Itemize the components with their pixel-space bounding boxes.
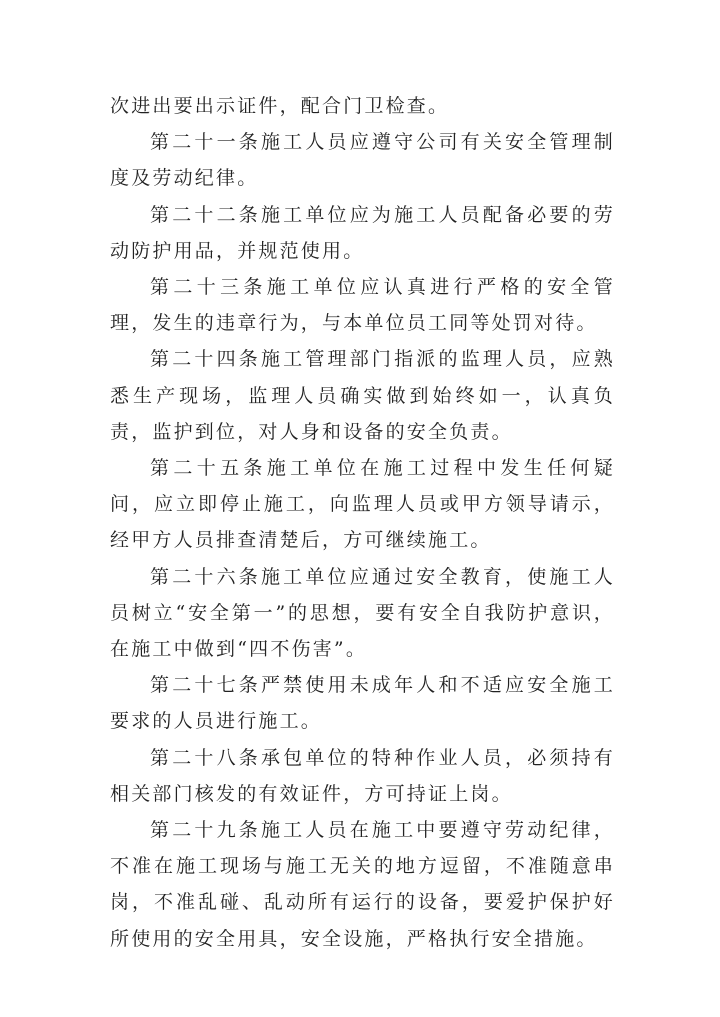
paragraph-article-28: 第二十八条承包单位的特种作业人员，必须持有相关部门核发的有效证件，方可持证上岗。 [110, 746, 615, 805]
paragraph-article-25: 第二十五条施工单位在施工过程中发生任何疑问，应立即停止施工，向监理人员或甲方领导请示，经甲方人员排查清楚后，方可继续施工。 [110, 457, 615, 552]
document-body [110, 88, 615, 957]
paragraph-article-24: 第二十四条施工管理部门指派的监理人员，应熟悉生产现场，监理人员确实做到始终如一，认真负责，监护到位，对人身和设备的安全负责。 [110, 348, 615, 443]
paragraph-article-27: 第二十七条严禁使用未成年人和不适应安全施工要求的人员进行施工。 [110, 674, 615, 733]
paragraph-article-29: 第二十九条施工人员在施工中要遵守劳动纪律，不准在施工现场与施工无关的地方逗留，不准随意串岗，不准乱碰、乱动所有运行的设备，要爱护保护好所使用的安全用具，安全设施，严格执行安全措施。 [110, 819, 615, 950]
paragraph-continuation: 次进出要出示证件，配合门卫检查。 [110, 95, 450, 117]
paragraph-article-21: 第二十一条施工人员应遵守公司有关安全管理制度及劳动纪律。 [110, 131, 615, 190]
paragraph-article-22: 第二十二条施工单位应为施工人员配备必要的劳动防护用品，并规范使用。 [110, 203, 615, 262]
paragraph-article-23: 第二十三条施工单位应认真进行严格的安全管理，发生的违章行为，与本单位员工同等处罚对待。 [110, 276, 615, 335]
paragraph-article-26: 第二十六条施工单位应通过安全教育，使施工人员树立“安全第一”的思想，要有安全自我防护意识，在施工中做到“四不伤害”。 [110, 565, 615, 661]
